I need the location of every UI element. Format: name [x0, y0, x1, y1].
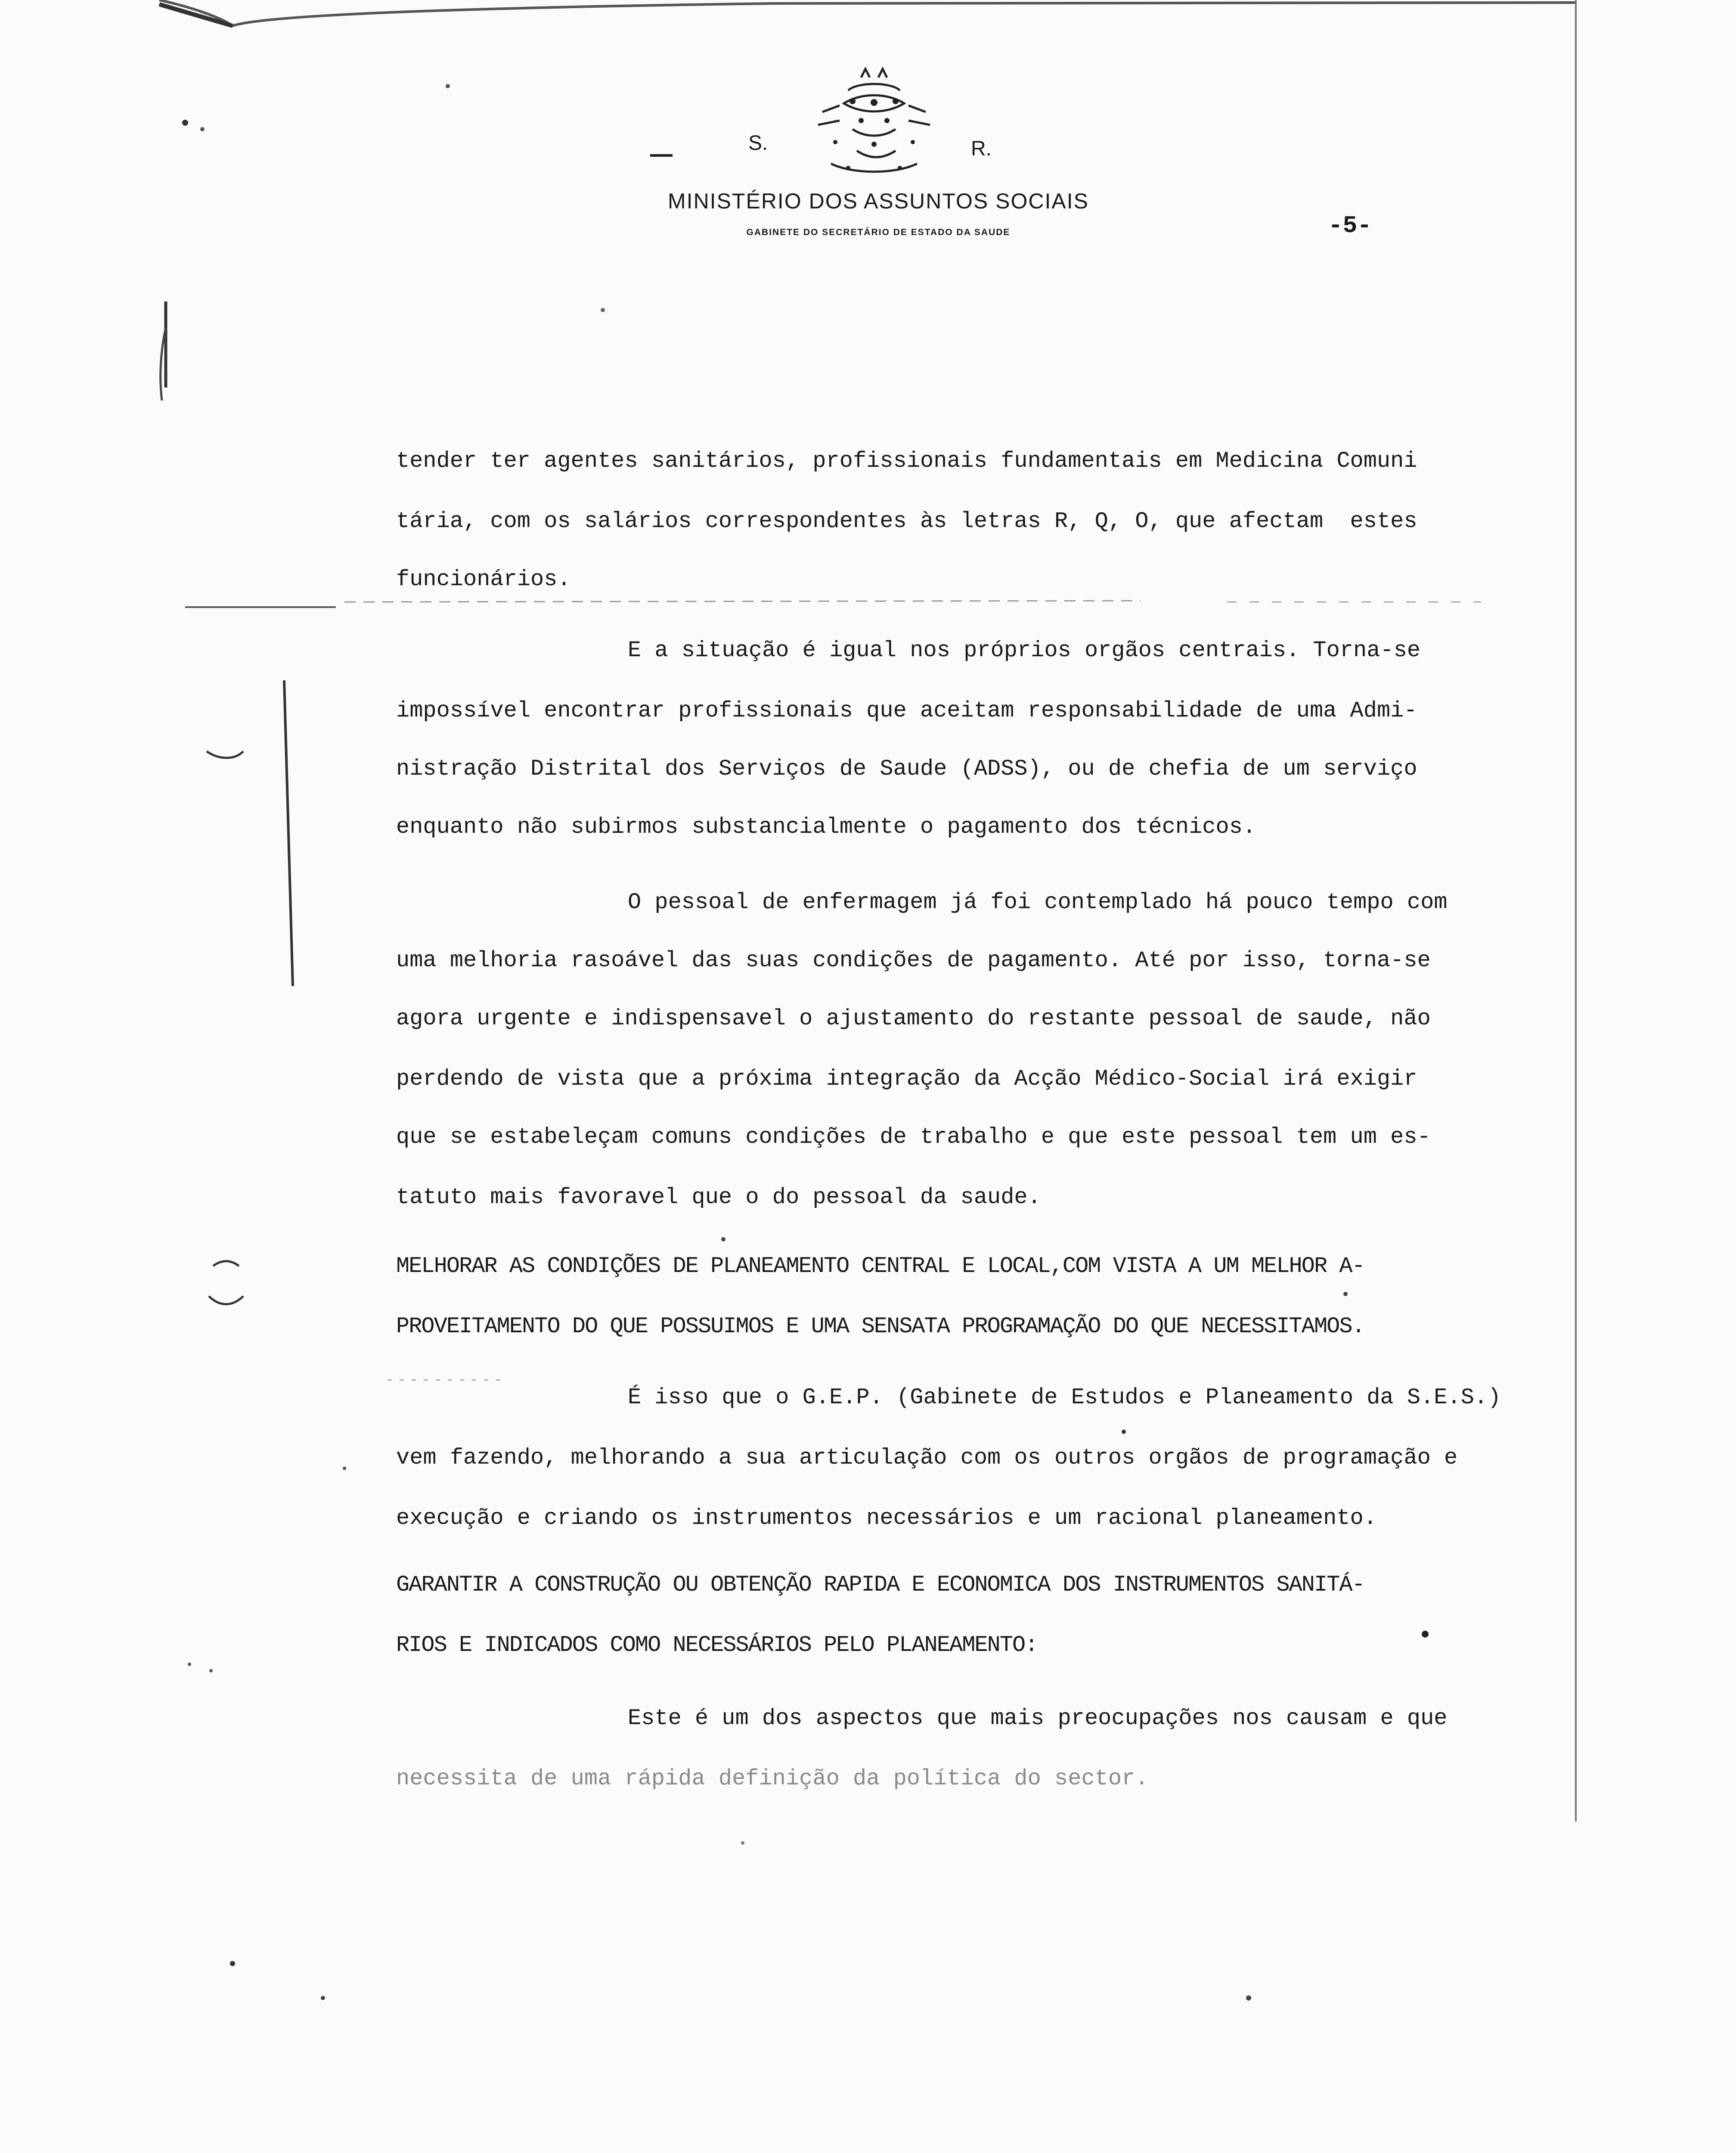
section-heading-line: PROVEITAMENTO DO QUE POSSUIMOS E UMA SENSATA PROGRAMAÇÃO DO QUE NECESSITAMOS. [396, 1314, 1364, 1339]
text-line: enquanto não subirmos substancialmente o pagamento dos técnicos. [396, 814, 1256, 840]
text-line: É isso que o G.E.P. (Gabinete de Estudos e Planeamento da S.E.S.) [628, 1385, 1501, 1410]
text-line: tatuto mais favoravel que o do pessoal da saude. [396, 1185, 1041, 1210]
ministry-title: MINISTÉRIO DOS ASSUNTOS SOCIAIS [668, 189, 1089, 213]
text-line: tender ter agentes sanitários, profissionais fundamentais em Medicina Comuni [396, 448, 1417, 474]
text-line: O pessoal de enfermagem já foi contemplado há pouco tempo com [628, 890, 1448, 915]
section-heading-line: RIOS E INDICADOS COMO NECESSÁRIOS PELO PLANEAMENTO: [396, 1632, 1038, 1658]
text-line: perdendo de vista que a próxima integração da Acção Médico-Social irá exigir [396, 1066, 1417, 1092]
header-right-mark: R. [971, 137, 992, 160]
section-heading-line: MELHORAR AS CONDIÇÕES DE PLANEAMENTO CENTRAL E LOCAL,COM VISTA A UM MELHOR A- [396, 1253, 1364, 1279]
cabinet-subtitle: GABINETE DO SECRETÁRIO DE ESTADO DA SAUDE [746, 227, 1011, 237]
text-line: E a situação é igual nos próprios orgãos centrais. Torna-se [628, 638, 1421, 663]
text-line: impossível encontrar profissionais que aceitam responsabilidade de uma Admi- [396, 698, 1417, 723]
section-heading-line: GARANTIR A CONSTRUÇÃO OU OBTENÇÃO RAPIDA E ECONOMICA DOS INSTRUMENTOS SANITÁ- [396, 1572, 1364, 1598]
text-line: execução e criando os instrumentos necessários e um racional planeamento. [396, 1505, 1377, 1531]
coat-of-arms-crest [797, 65, 952, 189]
text-line: que se estabeleçam comuns condições de trabalho e que este pessoal tem um es- [396, 1124, 1431, 1150]
page-number: -5- [1328, 212, 1372, 239]
text-line: nistração Distrital dos Serviços de Saude (ADSS), ou de chefia de um serviço [396, 756, 1417, 782]
text-line: tária, com os salários correspondentes às letras R, Q, O, que afectam estes [396, 509, 1417, 534]
text-line: uma melhoria rasoável das suas condições de pagamento. Até por isso, torna-se [396, 948, 1431, 973]
header-left-mark: S. [748, 132, 768, 155]
header-dash [650, 154, 673, 157]
text-line: Este é um dos aspectos que mais preocupações nos causam e que [628, 1706, 1448, 1731]
text-line: agora urgente e indispensavel o ajustamento do restante pessoal de saude, não [396, 1006, 1431, 1031]
text-line: vem fazendo, melhorando a sua articulação com os outros orgãos de programação e [396, 1445, 1458, 1470]
text-line: funcionários. [396, 567, 571, 592]
text-line-faded: necessita de uma rápida definição da política do sector. [396, 1766, 1149, 1791]
